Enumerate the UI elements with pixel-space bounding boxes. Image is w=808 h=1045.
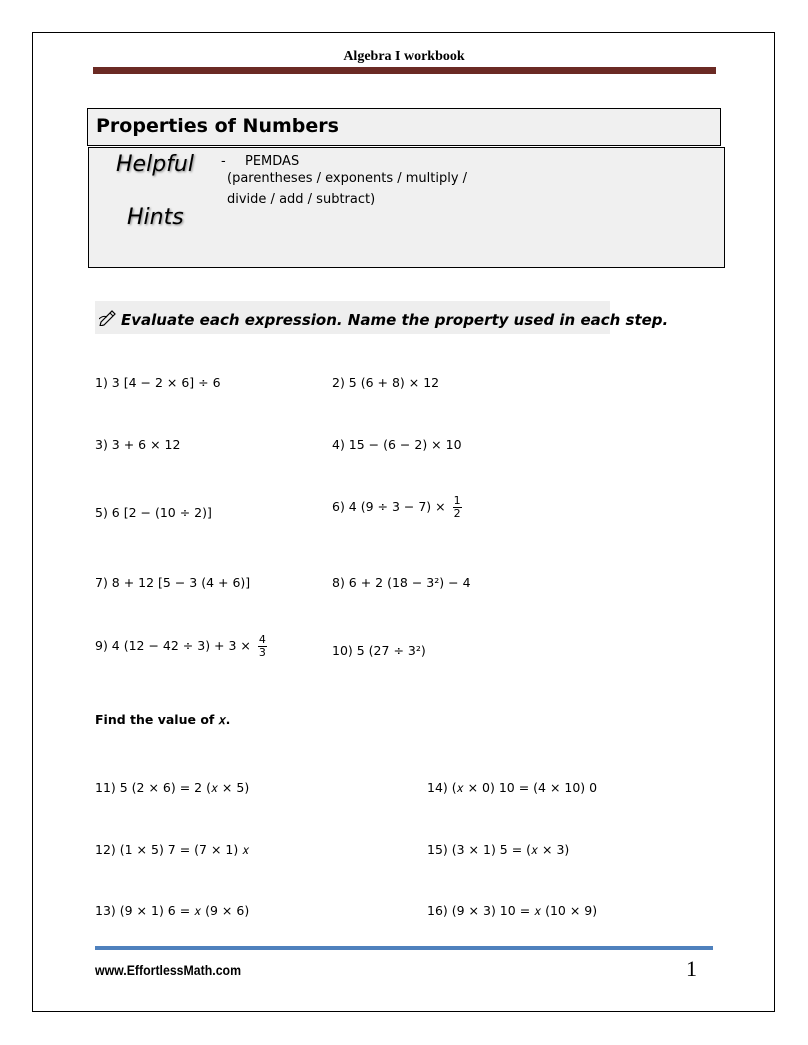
hint-description-line1: (parentheses / exponents / multiply / [227,171,468,186]
problem-4: 4) 15 − (6 − 2) × 10 [332,437,462,452]
problem-3: 3) 3 + 6 × 12 [95,437,181,452]
fraction: $\frac{1}{2}$ [453,494,461,520]
hint-bullet: - [221,154,226,169]
fraction: $\frac{4}{3}$ [258,633,266,659]
page-number: 1 [686,956,697,981]
hint-label-hints: Hints [127,205,184,230]
pencil-icon [99,308,119,331]
problem-2: 2) 5 (6 + 8) × 12 [332,375,440,390]
problem-8: 8) 6 + 2 (18 − 3²) − 4 [332,575,471,590]
footer-url: www.EffortlessMath.com [95,962,242,978]
problem-12: 12) (1 × 5) 7 = (7 × 1) 𝑥 [95,842,250,857]
problem-10: 10) 5 (27 ÷ 3²) [332,643,426,658]
problem-7: 7) 8 + 12 [5 − 3 (4 + 6)] [95,575,251,590]
problem-11: 11) 5 (2 × 6) = 2 (𝑥 × 5) [95,780,250,795]
header-divider [93,67,716,74]
problem-5: 5) 6 [2 − (10 ÷ 2)] [95,505,212,520]
find-x-heading: Find the value of 𝑥. [95,712,231,727]
instruction-banner [95,301,669,334]
problem-1: 1) 3 [4 − 2 × 6] ÷ 6 [95,375,221,390]
section-title-box [87,108,721,146]
problem-15: 15) (3 × 1) 5 = (𝑥 × 3) [427,842,570,857]
instruction-text: Evaluate each expression. Name the property used in each step. [121,311,669,329]
problem-9: 9) 4 (12 − 42 ÷ 3) + 3 × $\frac{4}{3}$ [95,633,266,659]
problem-13: 13) (9 × 1) 6 = 𝑥 (9 × 6) [95,903,250,918]
footer-divider [95,946,713,950]
problem-16: 16) (9 × 3) 10 = 𝑥 (10 × 9) [427,903,598,918]
hints-box [88,147,725,268]
section-title: Properties of Numbers [96,115,339,137]
hint-description-line2: divide / add / subtract) [227,192,376,207]
hint-item-pemdas: PEMDAS [245,154,300,169]
hint-label-helpful: Helpful [116,152,194,177]
problem-14: 14) (𝑥 × 0) 10 = (4 × 10) 0 [427,780,598,795]
problem-6: 6) 4 (9 ÷ 3 − 7) × $\frac{1}{2}$ [332,494,461,520]
workbook-title: Algebra I workbook [343,49,465,64]
